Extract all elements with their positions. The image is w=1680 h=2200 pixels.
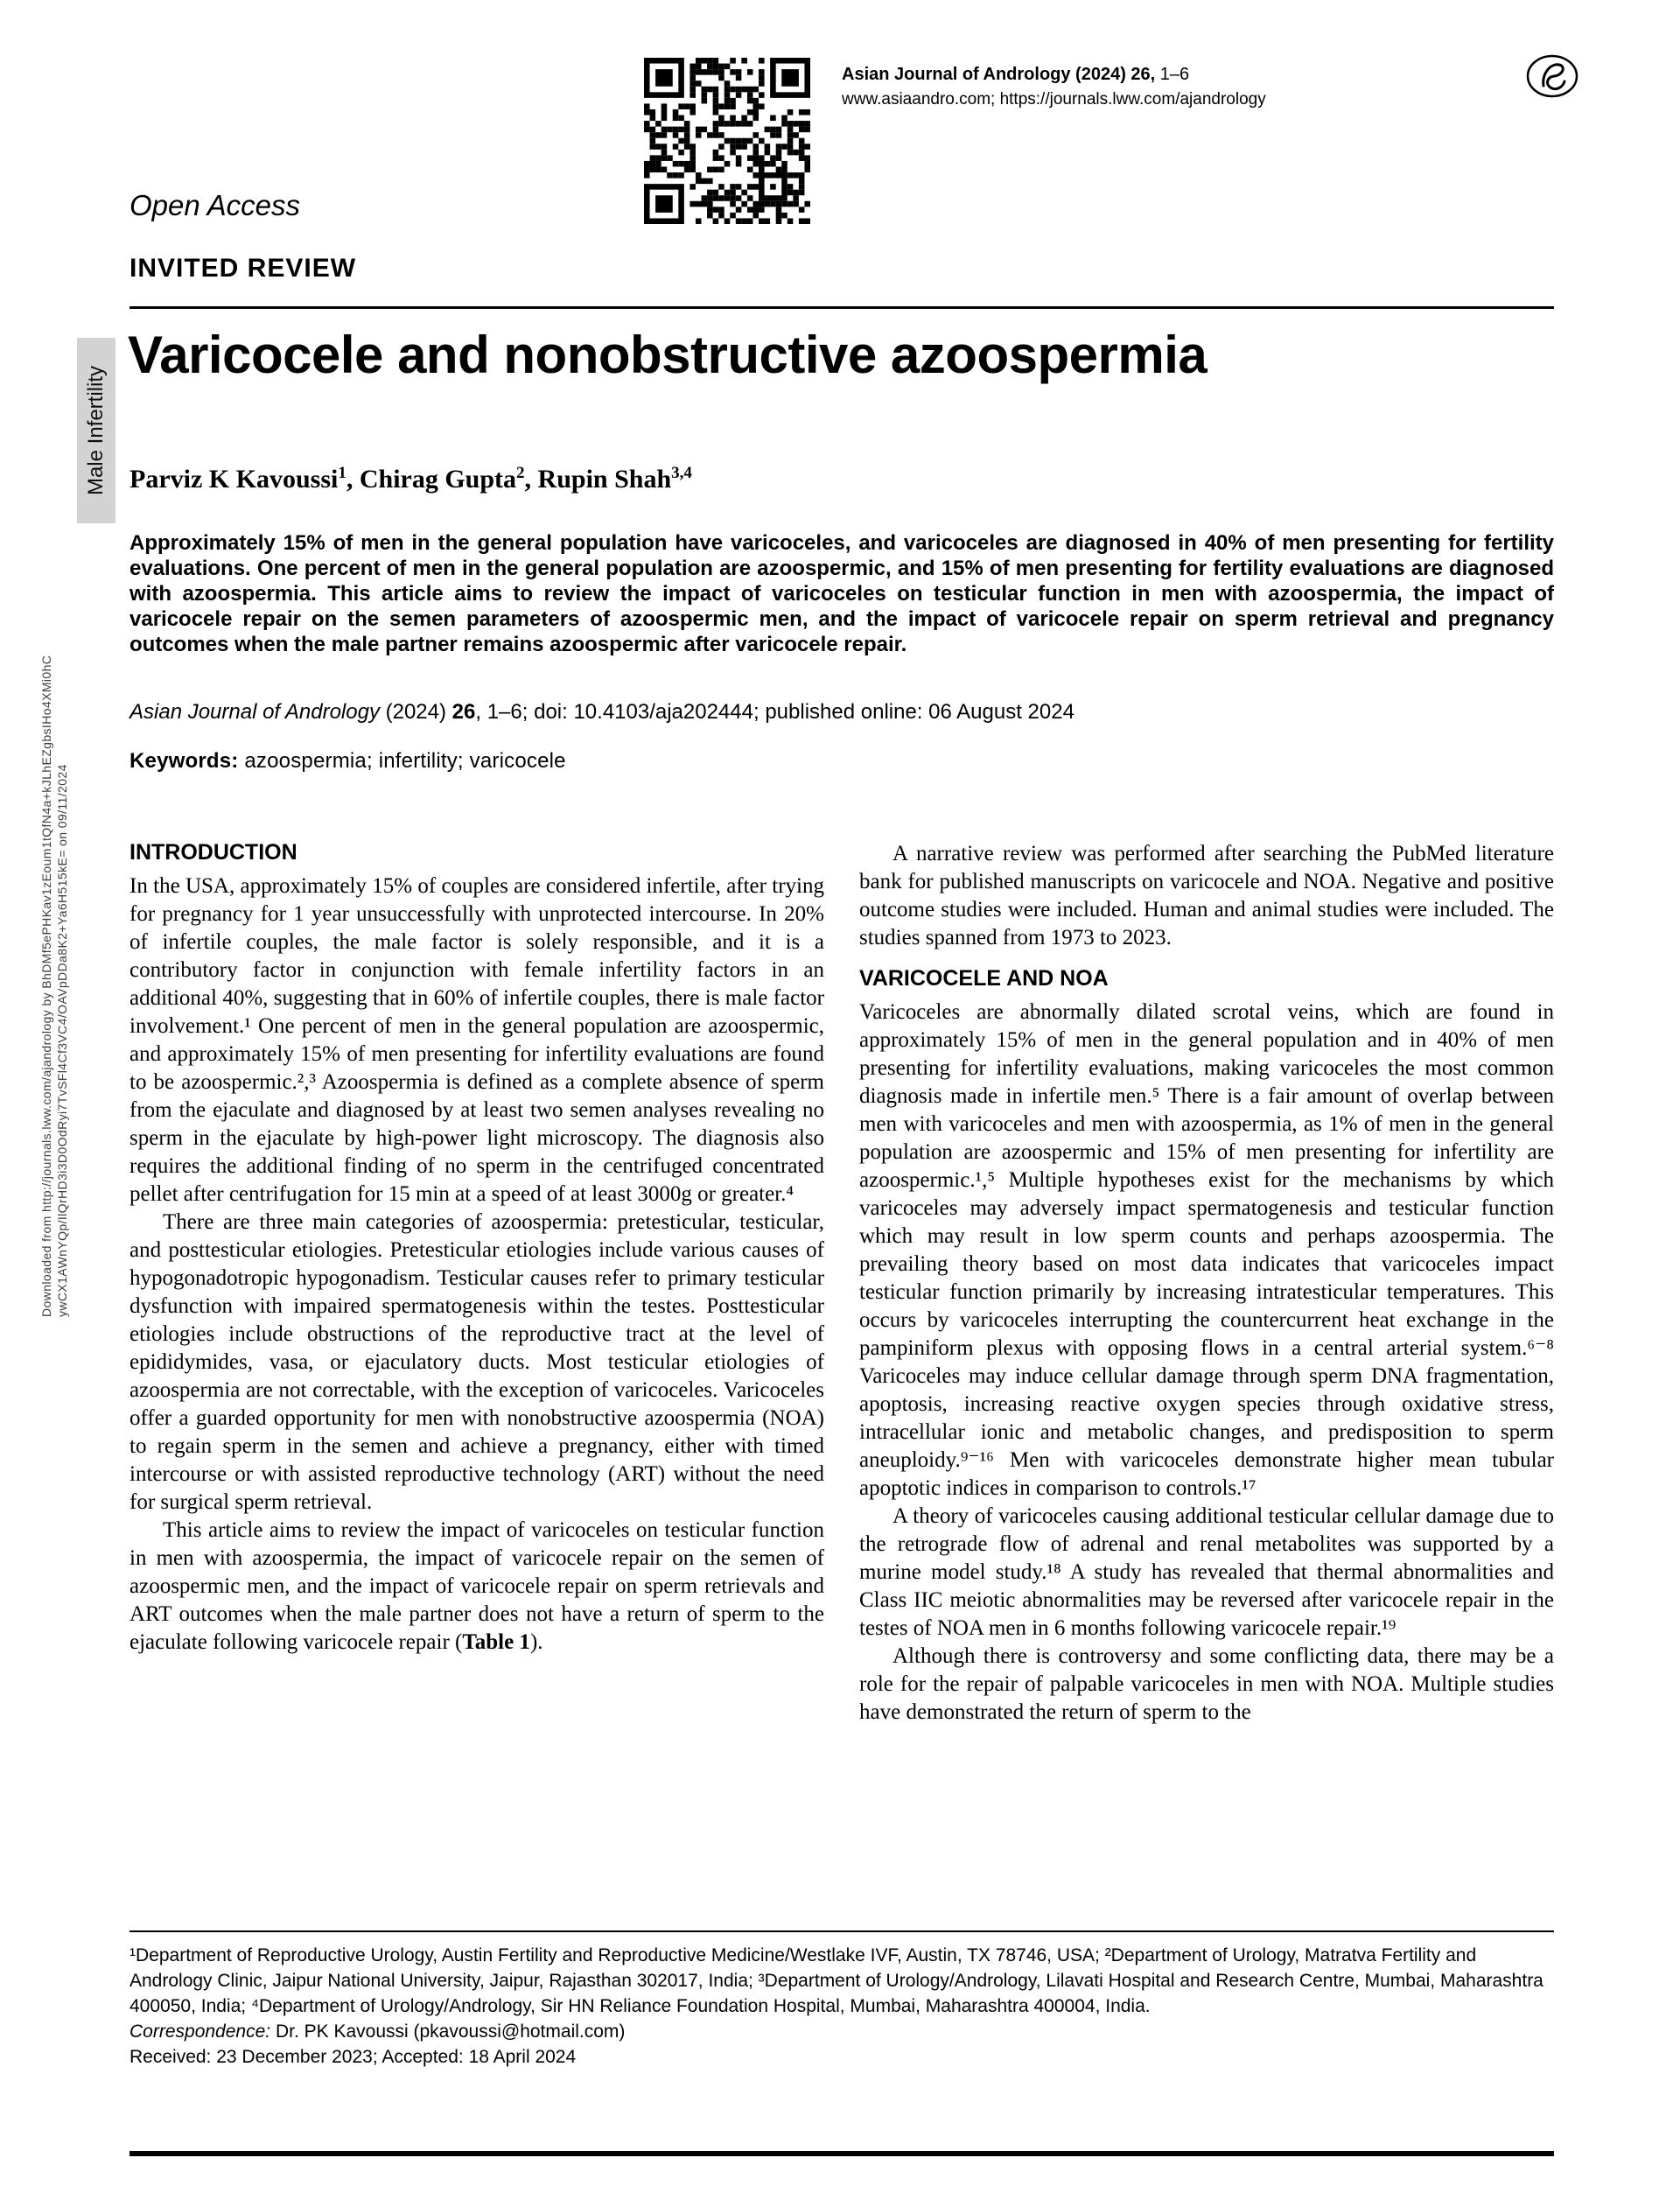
author: Chirag Gupta$^2$ (359, 464, 525, 494)
paragraph: Although there is controversy and some conflicting data, there may be a role for the repair of palpable varicoceles in men with NOA. Multiple studies have demonstrated the return of sperm to the (859, 1644, 1554, 1724)
qr-code-image (644, 58, 810, 224)
page-title: Varicocele and nonobstructive azoospermia (128, 326, 1208, 384)
download-watermark (38, 376, 70, 1317)
correspondence-line: Correspondence: Dr. PK Kavoussi (pkavoussi@hotmail.com) (130, 2021, 626, 2042)
intro-heading: INTRODUCTION (130, 840, 298, 865)
received-accepted-line: Received: 23 December 2023; Accepted: 18 April 2024 (130, 2047, 577, 2067)
table-reference: Table 1 (462, 1630, 530, 1654)
paragraph: There are three main categories of azoospermia: pretesticular, testicular, and posttesticular etiologies. Pretesticular etiologies include various causes of hypogonadotropic hypogonadism. Testicular causes refer to primary testicular dysfunction with impaired spermatogenesis within the testes. Posttesticular etiologies include obstructions of the reproductive tract at the level of epididymides, vasa, or ejaculatory ducts. Most testicular etiologies of azoospermia are not correctable, with the exception of varicoceles. Varicoceles offer a guarded opportunity for men with nonobstructive azoospermia (NOA) to regain sperm in the semen and achieve a pregnancy, either with timed intercourse or with assisted reproductive technology (ART) without the need for surgical sperm retrieval. (130, 1210, 824, 1514)
paragraph: In the USA, approximately 15% of couples are considered infertile, after trying for pregnancy for 1 year unsuccessfully with unprotected intercourse. In 20% of infertile couples, the male factor is solely responsible, and it is a contributory factor in conjunction with female infertility factors in an additional 40%, suggesting that in 60% of infertile couples, there is male factor involvement.¹ One percent of men in the general population are azoospermic, and approximately 15% of men presenting for infertility evaluations are found to be azoospermic.²,³ Azoospermia is defined as a complete absence of sperm from the ejaculate and diagnosed by at least two semen analyses revealing no sperm in the ejaculate by high-power light microscopy. The diagnosis also requires the additional finding of no sperm in the centrifuged concentrated pellet after centrifugation for 15 min at a speed of at least 3000g or greater.⁴ (130, 874, 824, 1206)
affiliations-text: ¹Department of Reproductive Urology, Austin Fertility and Reproductive Medicine/Westlake IVF, Austin, TX 78746, USA; ²Department of Urology, Matratva Fertility and Andrology Clinic, Jaipur National University, Jaipur, Rajasthan 302017, India; ³Department of Urology/Andrology, Lilavati Hospital and Research Centre, Mumbai, Maharashtra 400050, India; ⁴Department of Urology/Andrology, Sir HN Reliance Foundation Hospital, Mumbai, Maharashtra 400004, India. (130, 1945, 1544, 2016)
abstract-text: Approximately 15% of men in the general population have varicoceles, and varicoceles are diagnosed in 40% of men presenting for fertility evaluations. One percent of men in the general population are azoospermic, and 15% of men presenting for fertility evaluations are diagnosed with azoospermia. This article aims to review the impact of varicoceles on testicular function in men with azoospermia, the impact of varicocele repair on the semen parameters of azoospermic men, and the impact of varicocele repair on sperm retrieval and pregnancy outcomes when the male partner remains azoospermic after varicocele repair. (130, 531, 1554, 656)
page-footer (130, 1943, 1554, 2070)
noa-heading: VARICOCELE AND NOA (859, 966, 1109, 991)
author-affiliation-sup: 1 (338, 464, 346, 482)
left-column (130, 840, 824, 1727)
correspondence-email-link[interactable]: pkavoussi@hotmail.com (419, 2021, 620, 2042)
article-type-label: INVITED REVIEW (130, 254, 357, 283)
paragraph: A narrative review was performed after searching the PubMed literature bank for published manuscripts on varicocele and NOA. Negative and positive outcome studies were included. Human and animal studies were included. The studies spanned from 1973 to 2023. (859, 842, 1554, 949)
author-list: Parviz K Kavoussi$^1$, Chirag Gupta$^2$, Rupin Shah$^{3,4}$ (130, 464, 692, 494)
paragraph: This article aims to review the impact of varicoceles on testicular function in men with azoospermia, the impact of varicocele repair on the semen of azoospermic men, and the impact of varicocele repair on sperm retrievals and ART outcomes when the male partner does not have a return of sperm to the ejaculate following varicocele repair (Table 1). (130, 1518, 824, 1654)
journal-url-link[interactable]: www.asiaandro.com; https://journals.lww.com/ajandrology (842, 90, 1266, 109)
male-infertility-tab (77, 338, 116, 523)
citation-line: Asian Journal of Andrology (2024) 26, 1–6; doi: 10.4103/aja202444; published online: 06 August 2024 (130, 700, 1074, 724)
author: Parviz K Kavoussi$^1$ (130, 464, 346, 494)
footnote-rule (130, 1930, 1554, 1932)
journal-citation: Asian Journal of Andrology (2024) 26, 1–6 (842, 65, 1190, 84)
tab-label: Male Infertility (84, 365, 108, 496)
body-columns (130, 840, 1554, 1727)
qr-code (644, 58, 810, 224)
journal-logo-icon (1524, 53, 1580, 104)
watermark-line: Downloaded from http://journals.lww.com/ajandrology by BhDMf5ePHKav1zEoum1tQfN4a+kJLhEZgbsIHo4XMi0hC (39, 655, 53, 1317)
keywords-line: Keywords: azoospermia; infertility; varicocele (130, 749, 566, 773)
paragraph: Varicoceles are abnormally dilated scrotal veins, which are found in approximately 15% of men in the general population and in 40% of men presenting for infertility evaluations, making varicoceles the most common diagnosis made in infertile men.⁵ There is a fair amount of overlap between men with varicoceles and men with azoospermia, as 1% of men in the general population are azoospermic and 15% of men presenting for infertility are azoospermic.¹,⁵ Multiple hypotheses exist for the mechanisms by which varicoceles may adversely impact spermatogenesis and testicular function which may result in low sperm counts and perhaps azoospermia. The prevailing theory based on most data indicates that varicoceles impact testicular function primarily by increasing intratesticular temperatures. This occurs by varicoceles interrupting the countercurrent heat exchange in the pampiniform plexus with opposing flows in a central arterial system.⁶⁻⁸ Varicoceles may induce cellular damage through sperm DNA fragmentation, apoptosis, increasing reactive oxygen species through oxidative stress, intracellular ionic and metabolic changes, and predisposition to sperm aneuploidy.⁹⁻¹⁶ Men with varicoceles demonstrate higher mean tubular apoptotic indices in comparison to controls.¹⁷ (859, 1000, 1554, 1500)
paragraph: A theory of varicoceles causing additional testicular cellular damage due to the retrograde flow of adrenal and renal metabolites was supported by a murine model study.¹⁸ A study has revealed that thermal abnormalities and Class IIC meiotic abnormalities may be reversed after varicocele repair in the testes of NOA men in 6 months following varicocele repair.¹⁹ (859, 1504, 1554, 1640)
author-affiliation-sup: 3,4 (671, 464, 692, 482)
author-affiliation-sup: 2 (516, 464, 525, 482)
header-rule (130, 306, 1554, 309)
right-column (859, 840, 1554, 1727)
open-access-label: Open Access (130, 189, 301, 221)
keywords-label: Keywords: (130, 749, 239, 773)
bottom-rule (130, 2151, 1554, 2156)
author: Rupin Shah$^{3,4}$ (537, 464, 692, 494)
journal-masthead (842, 65, 1266, 109)
watermark-line: ywCX1AWnYQp/IlQrHD3i3D0OdRyi7TvSFl4Cf3VC4/OAVpDDa8K2+Ya6H515kE= on 09/11/2024 (55, 764, 69, 1317)
